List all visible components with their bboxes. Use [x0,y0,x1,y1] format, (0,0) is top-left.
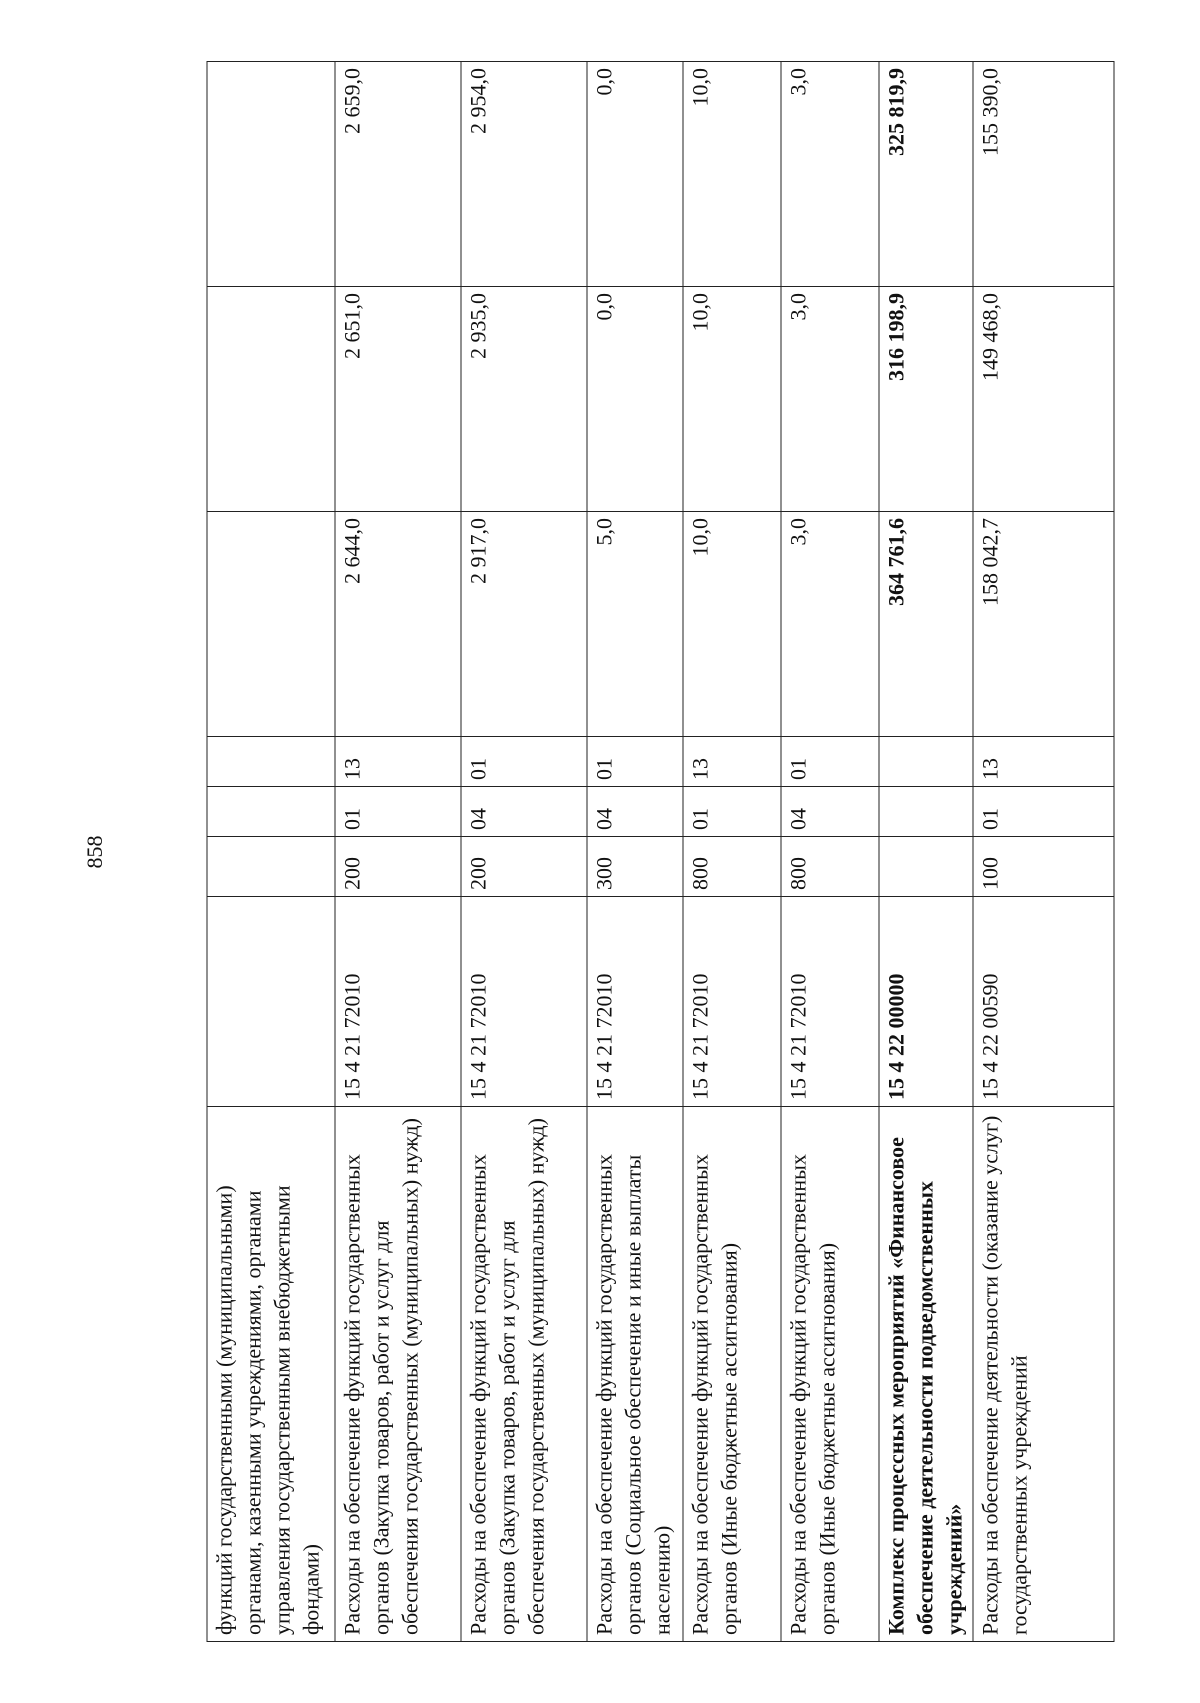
row-subsection [207,737,335,787]
row-section: 04 [587,787,683,837]
row-section: 01 [335,787,461,837]
row-subsection: 13 [683,737,781,787]
row-amount-year-2: 0,0 [587,287,683,512]
table-row [781,62,879,1642]
row-amount-year-1: 2 917,0 [461,512,587,737]
row-amount-year-2: 2 935,0 [461,287,587,512]
row-target-code [207,897,335,1107]
row-amount-year-1: 10,0 [683,512,781,737]
table-row [335,62,461,1642]
row-section: 01 [973,787,1114,837]
row-target-code: 15 4 21 72010 [683,897,781,1107]
row-target-code: 15 4 22 00590 [973,897,1114,1107]
row-expense-type: 200 [335,837,461,897]
table-row [207,62,335,1642]
row-amount-year-1: 3,0 [781,512,879,737]
row-description: Расходы на обеспечение функций государственных органов (Иные бюджетные ассигнования) [683,1107,781,1642]
table-row [587,62,683,1642]
row-amount-year-2: 316 198,9 [879,287,973,512]
row-subsection [879,737,973,787]
row-subsection: 01 [461,737,587,787]
row-expense-type: 800 [683,837,781,897]
rotated-table-wrapper [207,62,1114,1642]
row-amount-year-1: 2 644,0 [335,512,461,737]
row-section: 04 [461,787,587,837]
table-row [461,62,587,1642]
row-subsection: 01 [587,737,683,787]
row-section: 01 [683,787,781,837]
row-target-code: 15 4 21 72010 [781,897,879,1107]
row-target-code: 15 4 21 72010 [335,897,461,1107]
row-section: 04 [781,787,879,837]
row-amount-year-3: 3,0 [781,62,879,287]
row-description: Расходы на обеспечение функций государственных органов (Закупка товаров, работ и услуг для обеспечения государственных (муниципальных) нужд) [461,1107,587,1642]
row-amount-year-3: 2 659,0 [335,62,461,287]
row-target-code: 15 4 21 72010 [587,897,683,1107]
row-expense-type [879,837,973,897]
row-amount-year-3: 2 954,0 [461,62,587,287]
row-subsection: 01 [781,737,879,787]
row-description: Расходы на обеспечение деятельности (оказание услуг) государственных учреждений [973,1107,1114,1642]
row-expense-type: 300 [587,837,683,897]
row-target-code: 15 4 21 72010 [461,897,587,1107]
table-row [973,62,1114,1642]
row-amount-year-3: 0,0 [587,62,683,287]
table-row [879,62,973,1642]
row-section [207,787,335,837]
row-amount-year-1: 364 761,6 [879,512,973,737]
row-amount-year-3: 10,0 [683,62,781,287]
row-expense-type [207,837,335,897]
row-amount-year-2: 149 468,0 [973,287,1114,512]
row-amount-year-1: 5,0 [587,512,683,737]
row-description: Расходы на обеспечение функций государственных органов (Иные бюджетные ассигнования) [781,1107,879,1642]
table-row [683,62,781,1642]
row-description: Комплекс процессных мероприятий «Финансовое обеспечение деятельности подведомственных учреждений» [879,1107,973,1642]
row-description: Расходы на обеспечение функций государственных органов (Закупка товаров, работ и услуг для обеспечения государственных (муниципальных) нужд) [335,1107,461,1642]
row-amount-year-1 [207,512,335,737]
row-amount-year-3 [207,62,335,287]
row-amount-year-2 [207,287,335,512]
page-number: 858 [82,835,107,869]
row-description: функций государственными (муниципальными) органами, казенными учреждениями, органами управления государственными внебюджетными фондами) [207,1107,335,1642]
row-expense-type: 200 [461,837,587,897]
row-expense-type: 800 [781,837,879,897]
row-section [879,787,973,837]
row-amount-year-3: 155 390,0 [973,62,1114,287]
row-amount-year-2: 2 651,0 [335,287,461,512]
row-amount-year-3: 325 819,9 [879,62,973,287]
row-description: Расходы на обеспечение функций государственных органов (Социальное обеспечение и иные выплаты населению) [587,1107,683,1642]
budget-table [207,61,1115,1642]
row-amount-year-2: 3,0 [781,287,879,512]
row-subsection: 13 [973,737,1114,787]
row-target-code: 15 4 22 00000 [879,897,973,1107]
row-amount-year-2: 10,0 [683,287,781,512]
row-subsection: 13 [335,737,461,787]
row-expense-type: 100 [973,837,1114,897]
row-amount-year-1: 158 042,7 [973,512,1114,737]
